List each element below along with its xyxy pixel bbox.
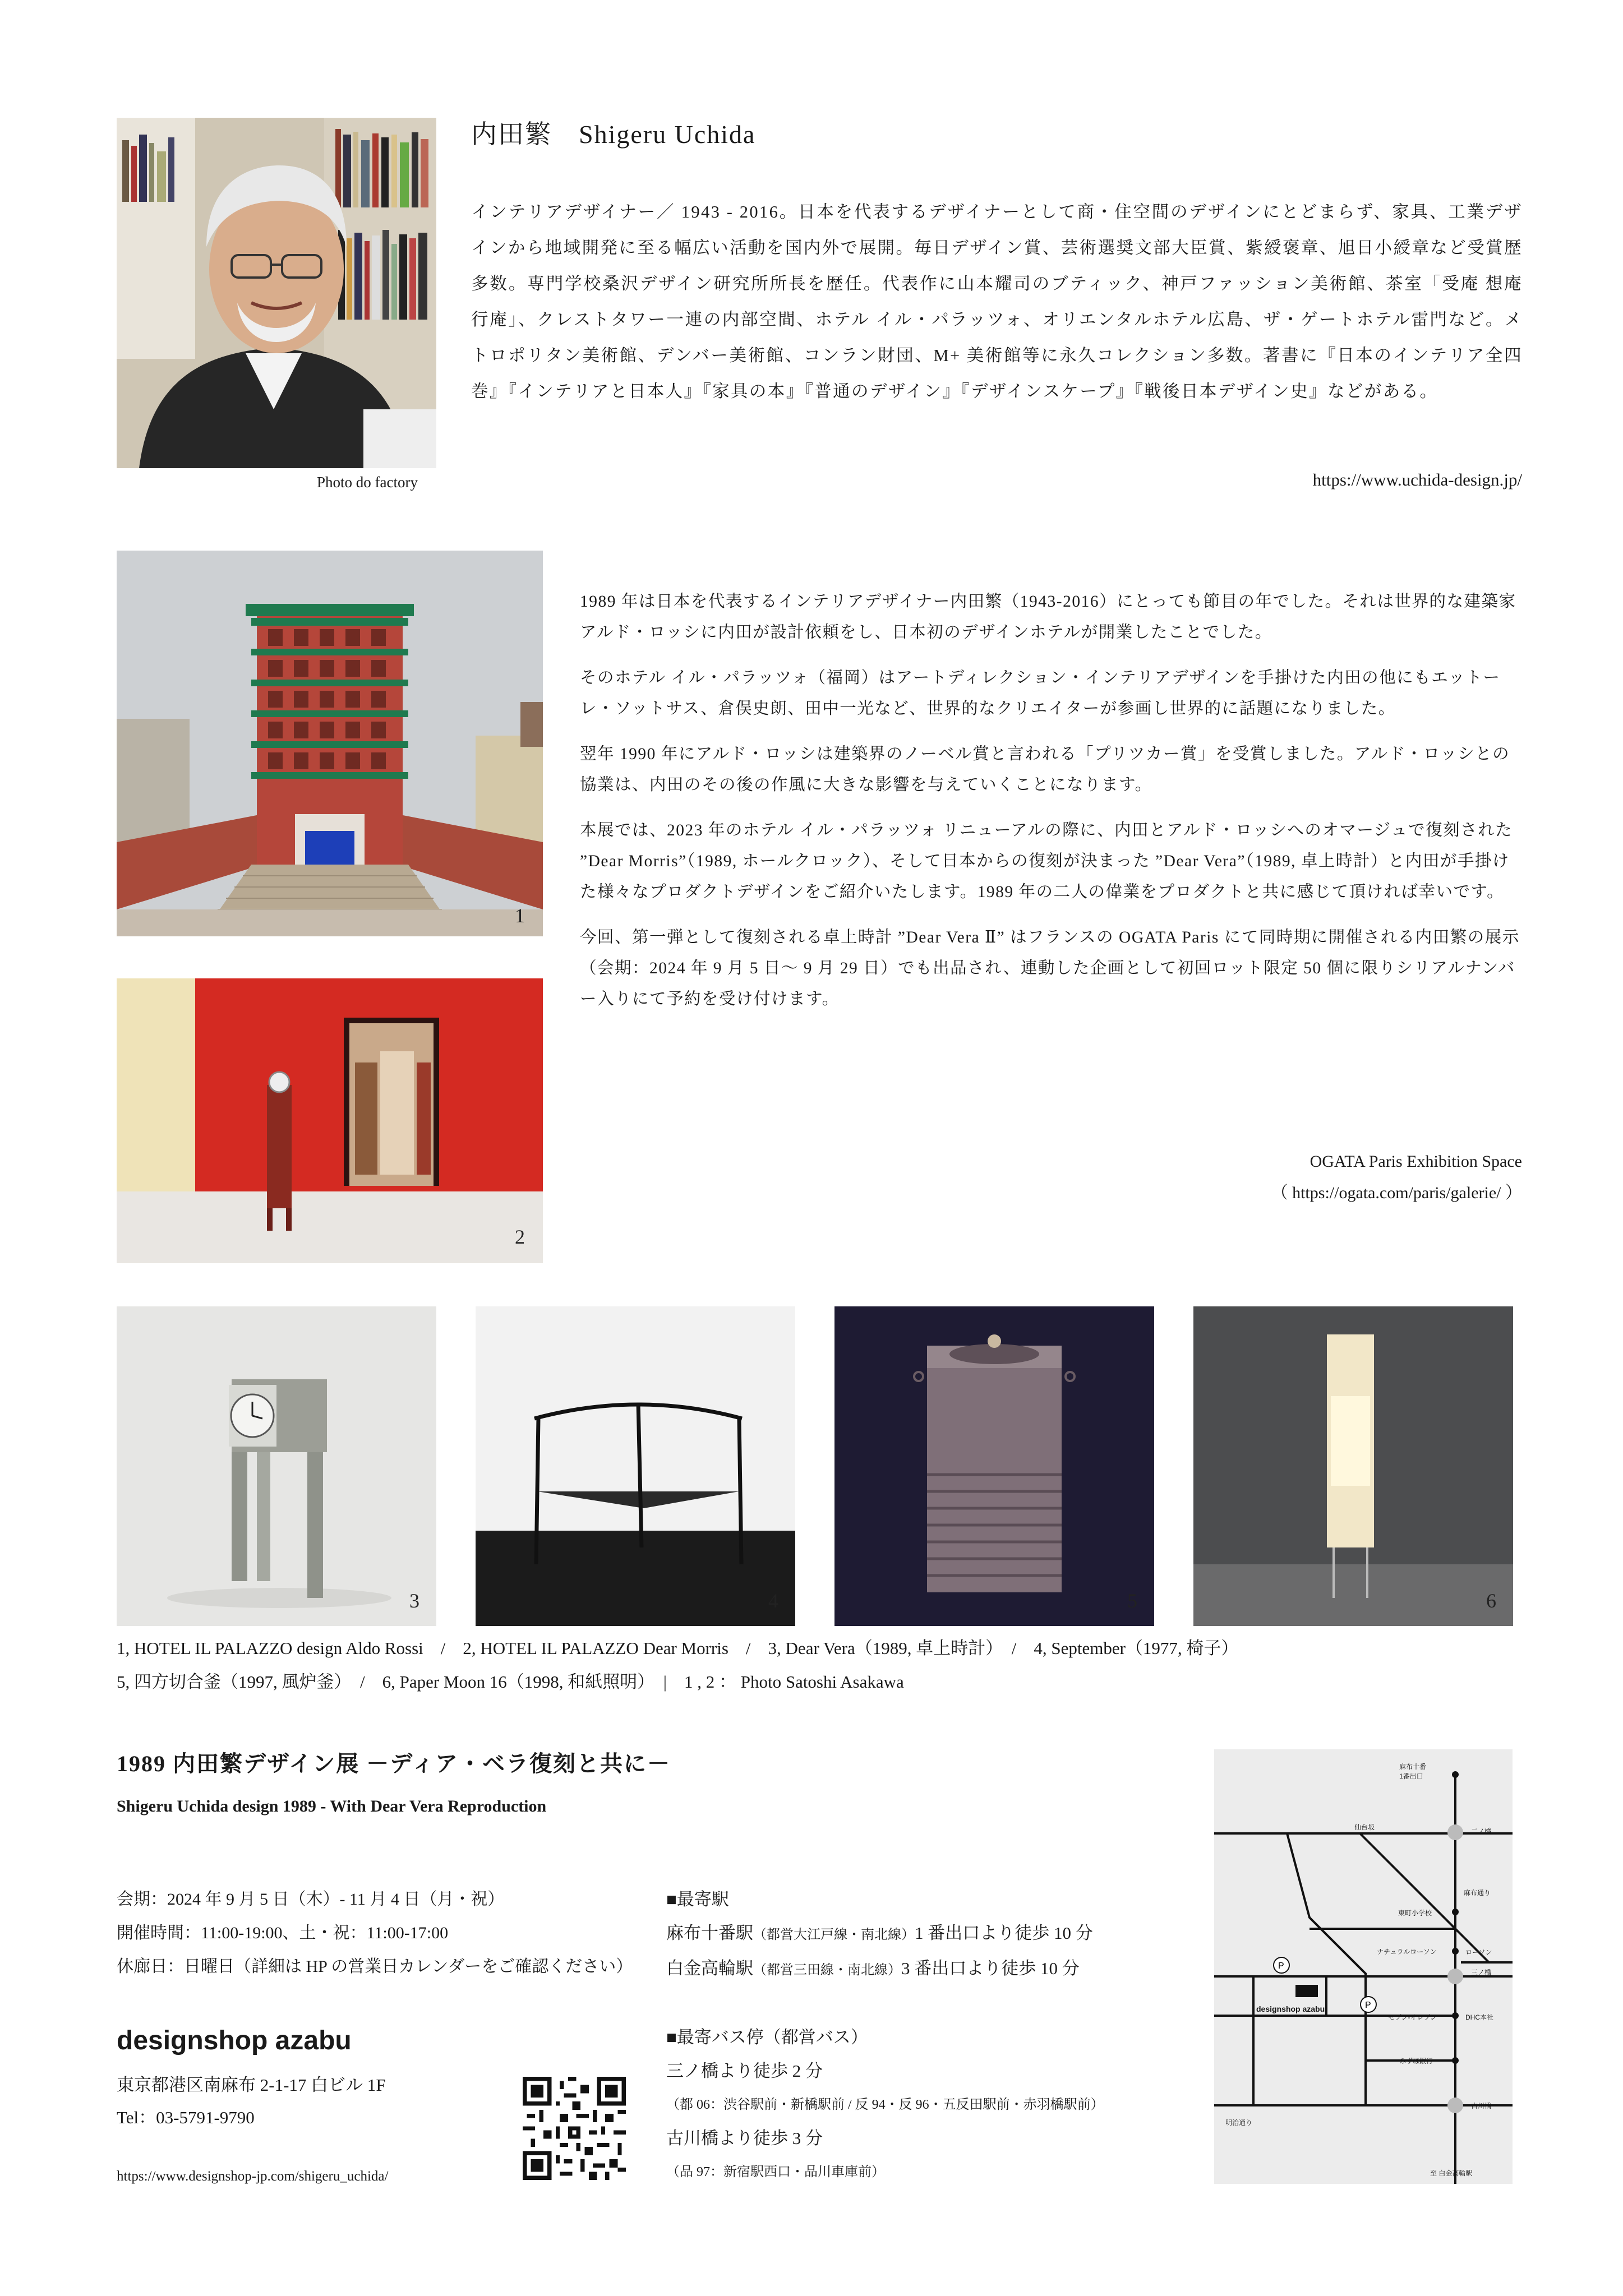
map-label: 東町小学校 xyxy=(1398,1909,1432,1917)
station-shirokane-takanawa xyxy=(666,1952,1104,1987)
designer-bio: インテリアデザイナー／ 1943 - 2016。日本を代表するデザイナーとして商・住空間のデザインにとどまらず、家具、工業デザインから地域開発に至る幅広い活動を国内外で展開。毎日デザイン賞、芸術選奨文部大臣賞、紫綬褒章、旭日小綬章など受賞歴多数。専門学校桑沢デザイン研究所所長を歴任。代表作に山本耀司のブティック、神戸ファッション美術館、茶室「受庵 想庵 行庵」、クレストタワー一連の内部空間、ホテル イル・パラッツォ、オリエンタルホテル広島、ザ・ゲートホテル雷門など。メトロポリタン美術館、デンバー美術館、コンラン財団、M+ 美術館等に永久コレクション多数。著書に『日本のインテリア全四巻』『インテリアと日本人』『家具の本』『普通のデザイン』『デザインスケープ』『戦後日本デザイン史』などがある。 xyxy=(471,202,1523,401)
venue-address: 東京都港区南麻布 2-1-17 白ビル 1F xyxy=(117,2075,386,2095)
essay-paragraph: 今回、第一弾として復刻される卓上時計 ”Dear Vera Ⅱ” はフランスの OGATA Paris にて同時期に開催される内田繁の展示（会期：2024 年 9 月 5 日〜 9 月 29 日）でも出品され、連動した企画として初回ロット限定 50 個に限りシリアルナンバー入りにて予約を受け付けます。 xyxy=(580,928,1520,1008)
photo-number-2: 2 xyxy=(515,1226,525,1248)
essay-paragraph: 翌年 1990 年にアルド・ロッシは建築界のノーベル賞と言われる「プリツカー賞」を受賞しました。アルド・ロッシとの協業は、内田のその後の作風に大きな影響を与えていくことになります。 xyxy=(580,745,1510,794)
photo-captions xyxy=(117,1632,1530,1699)
station-heading: ■最寄駅 xyxy=(666,1890,729,1909)
caption-line: 1, HOTEL IL PALAZZO design Aldo Rossi / 2, HOTEL IL PALAZZO Dear Morris / 3, Dear Vera（1989, 卓上時計） / 4, September（1977, 椅子） xyxy=(117,1638,1239,1658)
map-label: ローソン xyxy=(1465,1948,1492,1956)
station-lines: （都営大江戸線・南北線） xyxy=(753,1928,915,1942)
map-label: 至 白金高輪駅 xyxy=(1430,2169,1473,2177)
access-map xyxy=(1214,1749,1513,2184)
photo-number-1: 1 xyxy=(515,904,525,927)
essay-paragraph: そのホテル イル・パラッツォ（福岡）はアートディレクション・インテリアデザインを手掛けた内田の他にもエットーレ・ソットサス、倉俣史朗、田中一光など、世界的なクリエイターが参画し世界的に話題になりました。 xyxy=(580,669,1501,718)
station-walk: 3 番出口より徒歩 10 分 xyxy=(901,1958,1080,1978)
station-walk: 1 番出口より徒歩 10 分 xyxy=(915,1923,1093,1943)
exhibition-subtitle: Shigeru Uchida design 1989 - With Dear Vera Reproduction xyxy=(117,1797,547,1815)
ogata-name: OGATA Paris Exhibition Space xyxy=(1310,1152,1522,1171)
station-name: 麻布十番駅 xyxy=(666,1923,753,1943)
portrait-photo xyxy=(117,118,436,468)
map-label: 明治通り xyxy=(1225,2119,1253,2127)
photo-number-3: 3 xyxy=(409,1590,419,1612)
hotel-il-palazzo-photo xyxy=(117,551,543,936)
venue-tel: Tel：03-5791-9790 xyxy=(117,2108,255,2127)
designer-name: 内田繁 Shigeru Uchida xyxy=(471,120,756,149)
map-label: ナチュラルローソン xyxy=(1377,1948,1437,1956)
map-label: みずほ銀行 xyxy=(1399,2057,1433,2065)
map-label: 三ノ橋 xyxy=(1471,1969,1492,1976)
shihogiri-kama-photo xyxy=(834,1306,1154,1626)
bus-heading: ■最寄バス停（都営バス） xyxy=(666,2027,868,2047)
map-label: DHC本社 xyxy=(1465,2013,1493,2021)
paper-moon-photo xyxy=(1193,1306,1513,1626)
september-chair-photo xyxy=(476,1306,795,1626)
venue-website-link[interactable]: https://www.designshop-jp.com/shigeru_uchida/ xyxy=(117,2169,389,2184)
map-parking-1: P xyxy=(1278,1961,1284,1971)
exhibition-title: 1989 内田繁デザイン展 －ディア・ベラ復刻と共に－ xyxy=(117,1751,671,1776)
map-label: セブン-イレブン xyxy=(1388,2013,1437,2021)
exhibition-hours: 開催時間：11:00-19:00、土・祝：11:00-17:00 xyxy=(117,1924,449,1942)
bus-furukawabashi-routes: （品 97：新宿駅西口・品川車庫前） xyxy=(666,2165,885,2179)
map-label: 仙台坂 xyxy=(1354,1823,1375,1831)
map-parking-2: P xyxy=(1365,2001,1371,2010)
photo-credit: Photo do factory xyxy=(317,474,418,491)
qr-code[interactable] xyxy=(523,2077,626,2180)
photo-number-6: 6 xyxy=(1486,1590,1496,1612)
dear-morris-photo xyxy=(117,978,543,1263)
photo-number-5: 5 xyxy=(1127,1590,1137,1612)
exhibition-period: 会期：2024 年 9 月 5 日（木）- 11 月 4 日（月・祝） xyxy=(117,1890,505,1909)
essay-paragraph: 本展では、2023 年のホテル イル・パラッツォ リニューアルの際に、内田とアルド・ロッシへのオマージュで復刻された ”Dear Morris”（1989, ホールクロック）、そして日本からの復刻が決まった ”Dear Vera”（1989, 卓上時計）と内田が手掛けた様々なプロダクトデザインをご紹介いたします。1989 年の二人の偉業をプロダクトと共に感じて頂ければ幸いです。 xyxy=(580,821,1513,901)
exhibition-essay xyxy=(580,586,1522,1029)
map-label: 古川橋 xyxy=(1471,2102,1492,2110)
venue-brand-logo: designshop azabu xyxy=(117,2026,352,2055)
bus-sannohashi-routes: （都 06：渋谷駅前・新橋駅前 / 反 94・反 96・五反田駅前・赤羽橋駅前） xyxy=(666,2098,1104,2112)
station-name: 白金高輪駅 xyxy=(666,1958,753,1978)
exhibition-closed-days: 休廊日：日曜日（詳細は HP の営業日カレンダーをご確認ください） xyxy=(117,1957,633,1976)
bus-sannohashi: 三ノ橋より徒歩 2 分 xyxy=(666,2061,823,2081)
map-label: 1番出口 xyxy=(1399,1772,1423,1780)
venue-address-block xyxy=(117,2069,386,2134)
photo-number-4: 4 xyxy=(768,1590,778,1612)
essay-paragraph: 1989 年は日本を代表するインテリアデザイナー内田繁（1943-2016）にとっても節目の年でした。それは世界的な建築家アルド・ロッシに内田が設計依頼をし、日本初のデザインホテルが開業したことでした。 xyxy=(580,593,1516,641)
access-info xyxy=(666,1883,1104,2189)
designer-website-link[interactable]: https://www.uchida-design.jp/ xyxy=(1312,470,1522,489)
dear-vera-photo xyxy=(117,1306,436,1626)
map-label: 麻布十番 xyxy=(1399,1763,1427,1771)
ogata-link[interactable]: （ https://ogata.com/paris/galerie/ ） xyxy=(1271,1184,1522,1202)
exhibition-schedule xyxy=(117,1883,633,1984)
caption-line: 5, 四方切合釜（1997, 風炉釜） / 6, Paper Moon 16（1998, 和紙照明） | 1 , 2 ： Photo Satoshi Asakawa xyxy=(117,1672,904,1692)
ogata-info xyxy=(1271,1146,1522,1209)
bus-furukawabashi: 古川橋より徒歩 3 分 xyxy=(666,2128,823,2148)
station-lines: （都営三田線・南北線） xyxy=(753,1963,901,1978)
map-label: 麻布通り xyxy=(1464,1889,1491,1897)
station-azabujuban xyxy=(666,1916,1104,1952)
map-shop-label: designshop azabu xyxy=(1256,2004,1325,2013)
map-label: 二ノ橋 xyxy=(1471,1827,1492,1835)
